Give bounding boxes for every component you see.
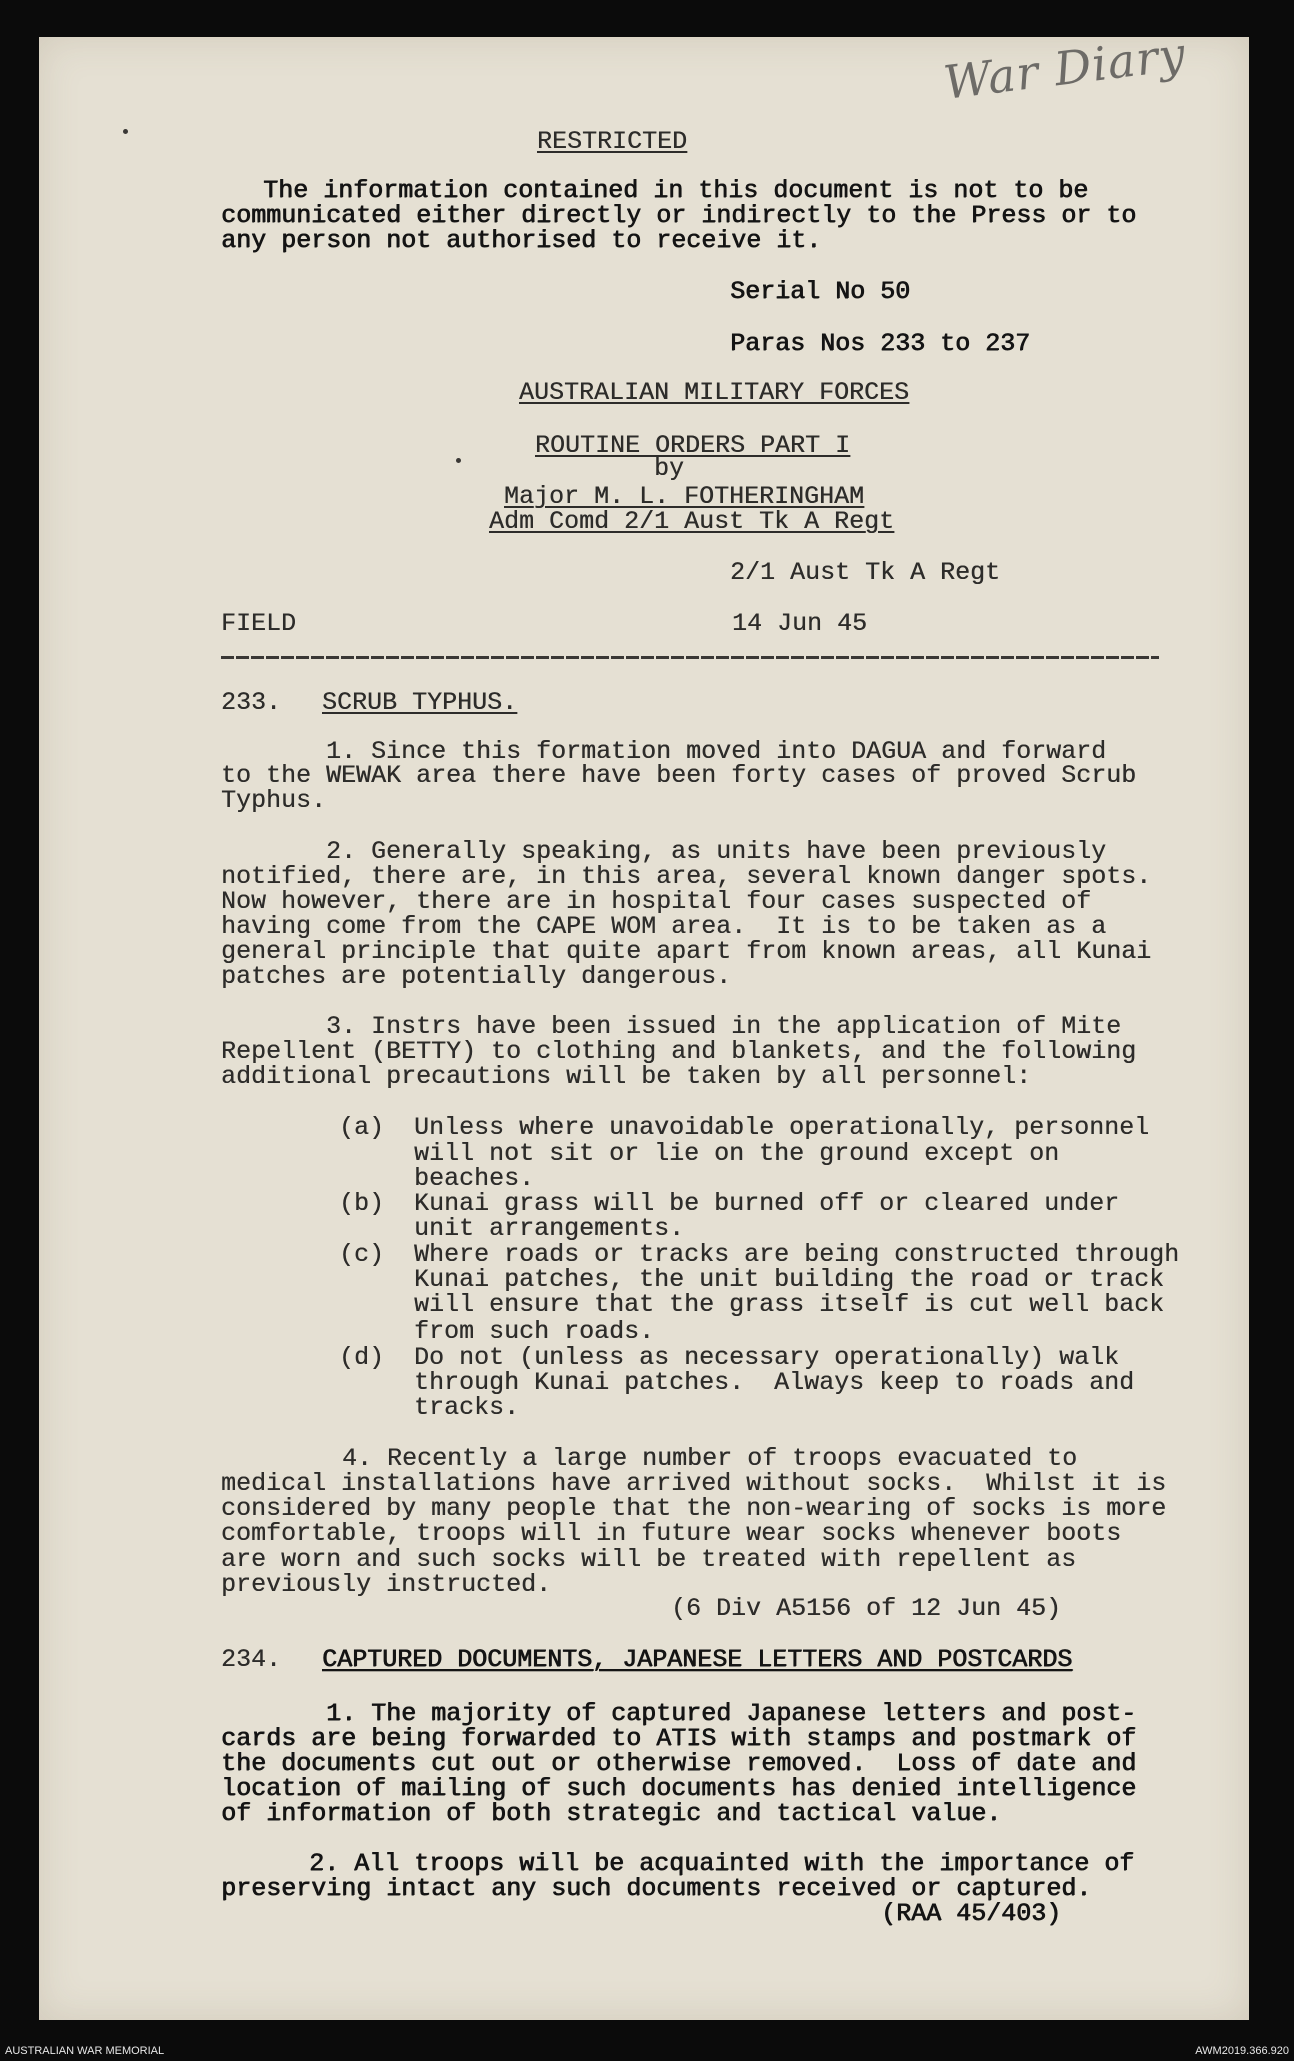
order-title: SCRUB TYPHUS. [322,688,518,717]
dashed-divider [221,656,1159,659]
paragraph-line: of information of both strategic and tactical value. [221,1799,1002,1828]
paras-range: Paras Nos 233 to 237 [730,329,1031,358]
issue-date: 14 Jun 45 [732,609,868,638]
order-number: 233. [221,688,282,717]
paragraph-line: preserving intact any such documents received or captured. [221,1874,1092,1903]
item-label: (c) [339,1240,385,1269]
paragraph-line: 1. The majority of captured Japanese letters and post- [326,1699,1137,1728]
force-heading: AUSTRALIAN MILITARY FORCES [519,378,910,407]
paragraph-line: notified, there are, in this area, several known danger spots. [221,862,1152,891]
officer-appointment: Adm Comd 2/1 Aust Tk A Regt [489,507,895,536]
notice-line: The information contained in this document is not to be [263,176,1089,205]
order-reference: (RAA 45/403) [881,1899,1062,1928]
item-line: through Kunai patches. Always keep to roads and [414,1368,1135,1397]
item-line: will ensure that the grass itself is cut well back [414,1290,1165,1319]
paragraph-line: location of mailing of such documents has denied intelligence [221,1774,1137,1803]
paragraph-line: 3. Instrs have been issued in the application of Mite [326,1012,1122,1041]
paragraph-line: having come from the CAPE WOM area. It is to be taken as a [221,912,1107,941]
item-line: Unless where unavoidable operationally, personnel [414,1113,1150,1142]
paragraph-line: general principle that quite apart from known areas, all Kunai [221,937,1152,966]
paragraph-line: 2. Generally speaking, as units have been previously [326,837,1107,866]
item-label: (d) [339,1343,385,1372]
paragraph-line: Typhus. [221,786,327,815]
order-number: 234. [221,1645,282,1674]
ink-speck [123,129,128,134]
item-line: will not sit or lie on the ground except on [414,1139,1060,1168]
by-line: by [654,454,685,483]
item-line: beaches. [414,1164,535,1193]
archive-reference: AWM2019.366.920 [1195,2045,1289,2057]
paragraph-line: patches are potentially dangerous. [221,962,732,991]
archive-credit: AUSTRALIAN WAR MEMORIAL [5,2045,165,2057]
item-line: from such roads. [414,1317,655,1346]
paragraph-line: 1. Since this formation moved into DAGUA and forward [326,737,1107,766]
paragraph-line: 4. Recently a large number of troops evacuated to [342,1444,1078,1473]
order-title: CAPTURED DOCUMENTS, JAPANESE LETTERS AND POSTCARDS [322,1645,1073,1674]
item-line: Kunai patches, the unit building the road or track [414,1265,1165,1294]
paragraph-line: comfortable, troops will in future wear socks whenever boots [221,1519,1122,1548]
notice-line: any person not authorised to receive it. [221,226,822,255]
restricted-heading: RESTRICTED [537,127,688,156]
paragraph-line: previously instructed. [221,1570,552,1599]
paragraph-line: cards are being forwarded to ATIS with stamps and postmark of [221,1724,1137,1753]
orders-title: ROUTINE ORDERS PART I [535,431,851,460]
paragraph-line: Repellent (BETTY) to clothing and blankets, and the following [221,1037,1137,1066]
paragraph-line: the documents cut out or otherwise removed. Loss of date and [221,1749,1137,1778]
serial-number: Serial No 50 [730,277,911,306]
handwritten-annotation: War Diary [940,26,1189,110]
officer-name: Major M. L. FOTHERINGHAM [504,482,865,511]
paragraph-line: 2. All troops will be acquainted with the importance of [309,1849,1135,1878]
notice-line: communicated either directly or indirectly to the Press or to [221,201,1137,230]
order-reference: (6 Div A5156 of 12 Jun 45) [671,1594,1062,1623]
item-line: Where roads or tracks are being constructed through [414,1240,1180,1269]
ink-speck [456,458,461,463]
item-line: tracks. [414,1393,520,1422]
paragraph-line: medical installations have arrived without socks. Whilst it is [221,1469,1167,1498]
paragraph-line: Now however, there are in hospital four cases suspected of [221,887,1092,916]
item-line: Kunai grass will be burned off or cleared under [414,1189,1120,1218]
paragraph-line: to the WEWAK area there have been forty cases of proved Scrub [221,761,1137,790]
paragraph-line: additional precautions will be taken by all personnel: [221,1062,1032,1091]
item-line: unit arrangements. [414,1214,685,1243]
paragraph-line: are worn and such socks will be treated with repellent as [221,1545,1077,1574]
location-label: FIELD [221,609,297,638]
item-line: Do not (unless as necessary operationally) walk [414,1343,1120,1372]
item-label: (a) [339,1113,385,1142]
unit-name: 2/1 Aust Tk A Regt [730,558,1001,587]
item-label: (b) [339,1189,385,1218]
paragraph-line: considered by many people that the non-wearing of socks is more [221,1494,1167,1523]
